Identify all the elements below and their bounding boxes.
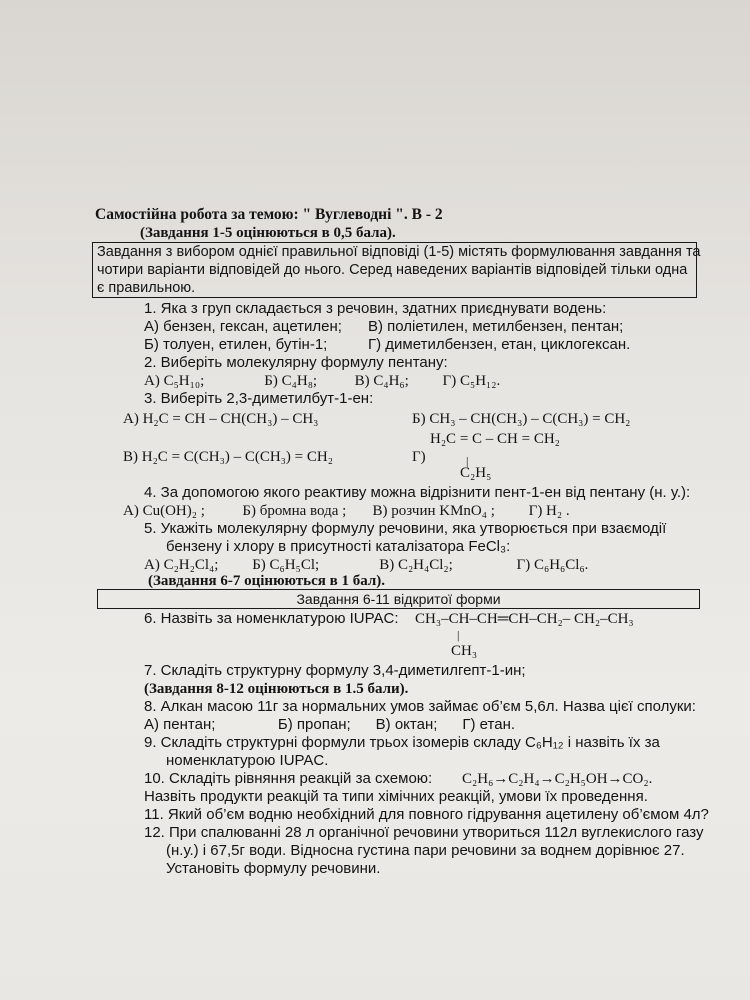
question-5: 5. Укажіть молекулярну формулу речовини, яка утворюється при взаємодії: [144, 520, 667, 537]
instructions-line-1: Завдання з вибором однієї правильної відповіді (1-5) містять формулювання завдання та: [97, 244, 701, 260]
q3-option-g-bond: |: [466, 454, 469, 468]
question-9: 9. Складіть структурні формули трьох ізомерів складу C₆H₁₂ і назвіть їх за: [144, 734, 660, 751]
instructions-line-3: є правильною.: [97, 280, 196, 296]
q6-bond: |: [457, 628, 460, 642]
question-12-cont-1: (н.у.) і 67,5г води. Відносна густина пари речовини за воднем дорівнює 27.: [166, 842, 685, 859]
q3-option-g-formula: H₂C = C – CH = CH₂: [430, 431, 560, 447]
question-12: 12. При спалюванні 28 л органічної речовини утвориться 112л вуглекислого газу: [144, 824, 704, 841]
q2-options: А) C₅H₁₀; Б) C₄H₈; В) C₄H₆; Г) C₅H₁₂.: [144, 373, 501, 389]
question-10-cont: Назвіть продукти реакцій та типи хімічних реакцій, умови їх проведення.: [144, 788, 648, 805]
question-2: 2. Виберіть молекулярну формулу пентану:: [144, 354, 448, 371]
q10-scheme: C₂H₆→C₂H₄→C₂H₅OH→CO₂.: [462, 771, 653, 787]
question-4: 4. За допомогою якого реактиву можна відрізнити пент-1-ен від пентану (н. у.):: [144, 484, 691, 501]
question-9-cont: номенклатурою IUPAC.: [166, 752, 329, 769]
section-2-note: (Завдання 6-7 оцінюються в 1 бал).: [148, 573, 386, 589]
page-title: Самостійна робота за темою: " Вуглеводні ". В - 2: [95, 206, 443, 223]
question-12-cont-2: Установіть формулу речовини.: [166, 860, 381, 877]
question-8: 8. Алкан масою 11г за нормальних умов займає об’єм 5,6л. Назва цієї сполуки:: [144, 698, 696, 715]
q1-option-b: Б) толуен, етилен, бутін-1;: [144, 336, 328, 353]
question-6: 6. Назвіть за номенклатурою IUPAC:: [144, 610, 399, 627]
question-11: 11. Який об’єм водню необхідний для повного гідрування ацетилену об’ємом 4л?: [144, 806, 709, 823]
question-1: 1. Яка з груп складається з речовин, здатних приєднувати водень:: [144, 300, 607, 317]
q5-options: А) C₂H₂Cl₄; Б) C₆H₅Cl; В) C₂H₄Cl₂; Г) C₆H₆Cl₆.: [144, 557, 589, 573]
question-10: 10. Складіть рівняння реакцій за схемою:: [144, 770, 433, 787]
q3-option-a: А) H₂C = CH – CH(CH₃) – CH₃: [123, 411, 319, 427]
q3-option-b: Б) CH₃ – CH(CH₃) – C(CH₃) = CH₂: [412, 411, 631, 427]
section-1-note: (Завдання 1-5 оцінюються в 0,5 бала).: [140, 225, 396, 241]
instructions-line-2: чотири варіанти відповідей до нього. Серед наведених варіантів відповідей тільки одна: [97, 262, 688, 278]
q6-formula: CH₃–CH–CH═CH–CH₂– CH₂–CH₃: [415, 611, 634, 627]
open-form-box: [97, 589, 700, 609]
q1-option-g: Г) диметилбензен, етан, циклогексан.: [368, 336, 631, 353]
q3-option-v: В) H₂C = C(CH₃) – C(CH₃) = CH₂: [123, 449, 333, 465]
q1-option-a: А) бензен, гексан, ацетилен;: [144, 318, 342, 335]
q6-branch: CH₃: [451, 643, 478, 659]
q3-option-g-label: Г): [412, 449, 426, 465]
question-7: 7. Складіть структурну формулу 3,4-диметилгепт-1-ин;: [144, 662, 526, 679]
question-5-cont: бензену і хлору в присутності каталізатора FeCl₃:: [166, 538, 511, 555]
q8-options: А) пентан; Б) пропан; В) октан; Г) етан.: [144, 716, 516, 733]
q4-options: А) Cu(OH)₂ ; Б) бромна вода ; В) розчин KMnO₄ ; Г) H₂ .: [123, 503, 570, 519]
question-3: 3. Виберіть 2,3-диметилбут-1-ен:: [144, 390, 374, 407]
open-form-label: Завдання 6-11 відкритої форми: [296, 591, 501, 607]
instructions-box: [92, 242, 701, 298]
section-3-note: (Завдання 8-12 оцінюються в 1.5 бали).: [144, 681, 409, 697]
q3-option-g-branch: C₂H₅: [460, 465, 492, 481]
q1-option-v: В) поліетилен, метилбензен, пентан;: [368, 318, 624, 335]
